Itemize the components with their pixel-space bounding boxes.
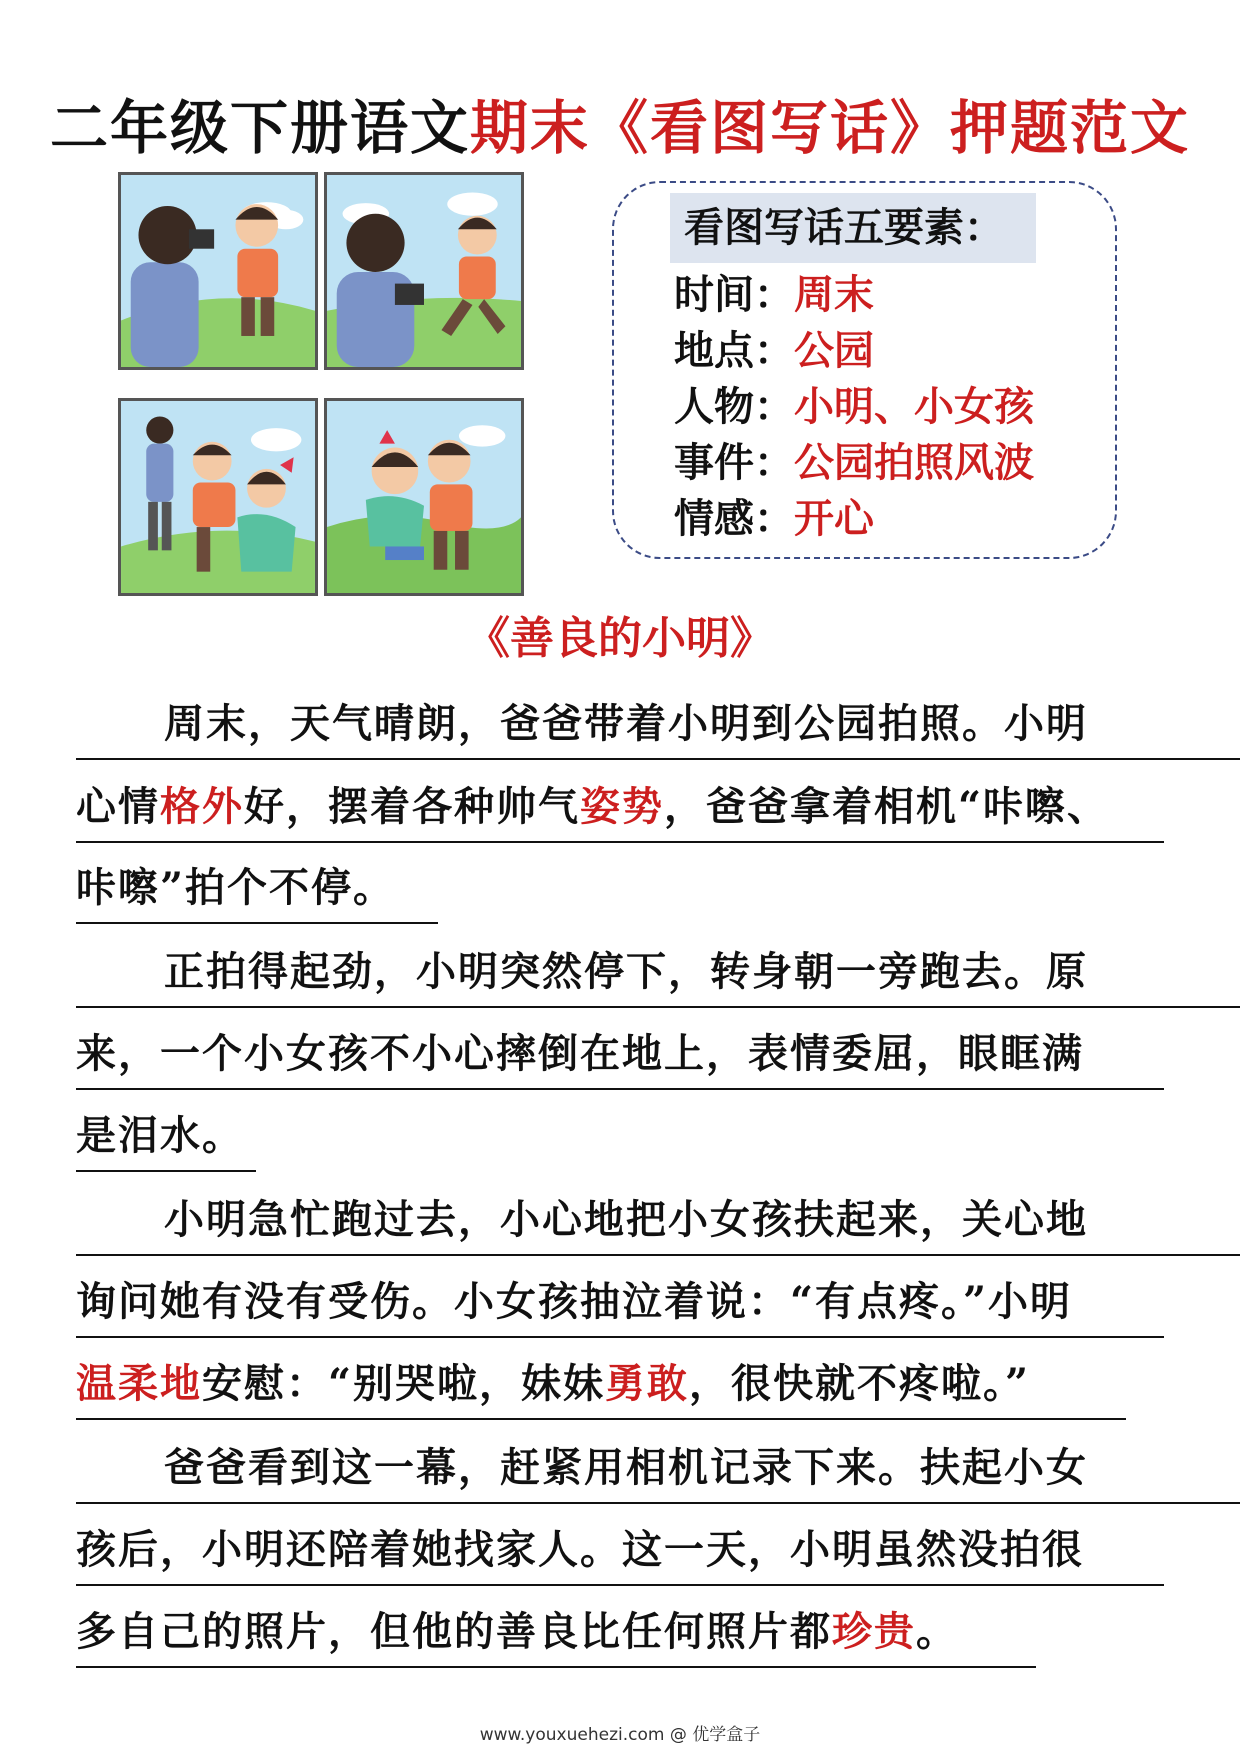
line-text: 孩后，小明还陪着她找家人。这一天，小明虽然没拍很 <box>76 1526 1084 1573</box>
five-elements-box <box>612 181 1117 559</box>
footer-watermark: www.youxuehezi.com @ 优学盒子 <box>479 1725 761 1745</box>
essay-line <box>76 1186 1240 1256</box>
highlight-word: 姿势 <box>580 783 664 830</box>
line-text: 心情 <box>76 783 160 830</box>
element-time-value: 周末 <box>794 271 874 318</box>
element-emotion-label: 情感： <box>674 495 794 542</box>
essay-line <box>76 1434 1240 1504</box>
line-text: 是泪水。 <box>76 1112 244 1159</box>
essay-line <box>76 1598 1036 1668</box>
element-emotion <box>674 491 874 547</box>
line-text: ，爸爸拿着相机“咔嚓、 <box>664 783 1110 830</box>
line-text: 。 <box>916 1608 958 1655</box>
comic-panel-2 <box>324 172 524 370</box>
highlight-word: 温柔地 <box>76 1360 202 1407</box>
panel-3-illustration <box>121 401 315 593</box>
element-place-value: 公园 <box>794 327 874 374</box>
line-text: 多自己的照片，但他的善良比任何照片都 <box>76 1608 832 1655</box>
comic-panel-4 <box>324 398 524 596</box>
comic-panel-1 <box>118 172 318 370</box>
title-part1: 二年级下册语文 <box>49 94 470 162</box>
panel-1-illustration <box>121 175 315 367</box>
highlight-word: 勇敢 <box>605 1360 690 1407</box>
line-text: 好，摆着各种帅气 <box>244 783 580 830</box>
essay-line <box>76 690 1240 760</box>
line-text: 正拍得起劲，小明突然停下，转身朝一旁跑去。原 <box>164 948 1088 995</box>
essay-line <box>76 1516 1164 1586</box>
element-people-value: 小明、小女孩 <box>794 383 1034 430</box>
element-people <box>674 379 1034 435</box>
highlight-word: 格外 <box>160 783 244 830</box>
line-text: ，很快就不疼啦。” <box>689 1360 1031 1407</box>
page-title <box>0 88 1240 168</box>
essay-line <box>76 938 1240 1008</box>
panel-4-illustration <box>327 401 521 593</box>
essay-line <box>76 1350 1126 1420</box>
element-place <box>674 323 874 379</box>
essay-line <box>76 1020 1164 1090</box>
element-event <box>674 435 1034 491</box>
essay-line <box>76 773 1164 843</box>
highlight-word: 珍贵 <box>832 1608 916 1655</box>
element-time <box>674 267 874 323</box>
essay-line <box>76 1268 1164 1338</box>
element-place-label: 地点： <box>674 327 794 374</box>
element-emotion-value: 开心 <box>794 495 874 542</box>
element-event-label: 事件： <box>674 439 794 486</box>
line-text: 周末，天气晴朗，爸爸带着小明到公园拍照。小明 <box>164 700 1088 747</box>
essay-title: 《善良的小明》 <box>466 613 774 664</box>
comic-panels <box>118 172 526 600</box>
line-text: 安慰：“别哭啦，妹妹 <box>202 1360 606 1407</box>
element-event-value: 公园拍照风波 <box>794 439 1034 486</box>
line-text: 小明急忙跑过去，小心地把小女孩扶起来，关心地 <box>164 1196 1088 1243</box>
panel-2-illustration <box>327 175 521 367</box>
line-text: 咔嚓”拍个不停。 <box>76 864 396 911</box>
line-text: 爸爸看到这一幕，赶紧用相机记录下来。扶起小女 <box>164 1444 1088 1491</box>
title-part2: 期末《看图写话》押题范文 <box>470 94 1191 162</box>
essay-line <box>76 1102 256 1172</box>
line-text: 来，一个小女孩不小心摔倒在地上，表情委屈，眼眶满 <box>76 1030 1084 1077</box>
essay-line <box>76 854 438 924</box>
comic-panel-3 <box>118 398 318 596</box>
line-text: 询问她有没有受伤。小女孩抽泣着说：“有点疼。”小明 <box>76 1278 1073 1325</box>
five-elements-heading: 看图写话五要素： <box>670 193 1036 263</box>
element-people-label: 人物： <box>674 383 794 430</box>
element-time-label: 时间： <box>674 271 794 318</box>
